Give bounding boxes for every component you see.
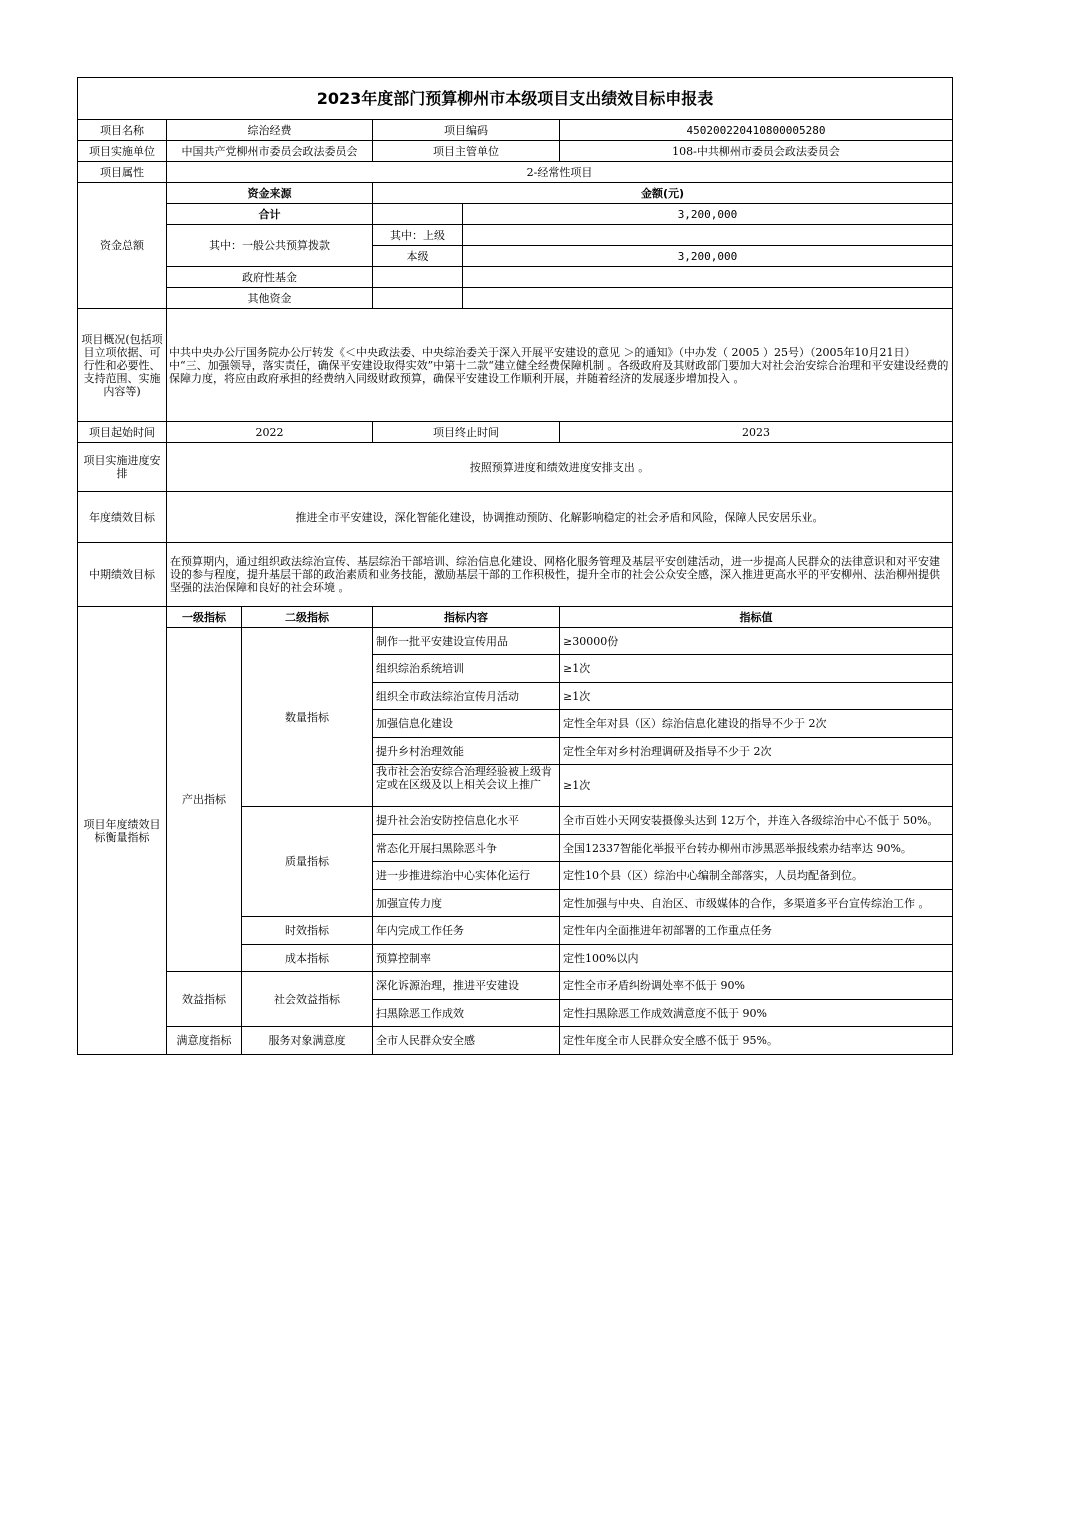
impl-unit-value: 中国共产党柳州市委员会政法委员会 [167,141,373,162]
indicator-content: 深化诉源治理，推进平安建设 [373,972,560,1000]
indicator-content: 制作一批平安建设宣传用品 [373,628,560,655]
funds-gov-blank [373,267,463,288]
indicator-content: 全市人民群众安全感 [373,1027,560,1055]
indicators-label: 项目年度绩效目标衡量指标 [78,607,167,1055]
indicator-content: 加强宣传力度 [373,890,560,917]
level2-timeliness: 时效指标 [242,917,373,945]
indicator-value: 定性全年对乡村治理调研及指导不少于 2次 [560,738,953,765]
indicator-value: 定性扫黑除恶工作成效满意度不低于 90% [560,1000,953,1027]
start-value: 2022 [167,422,373,443]
indicator-value: 定性年度全市人民群众安全感不低于 95%。 [560,1027,953,1055]
funds-other-label: 其他资金 [167,288,373,309]
funds-amount-header: 金额(元) [373,183,953,204]
indicator-value: 定性加强与中央、自治区、市级媒体的合作，多渠道多平台宣传综治工作 。 [560,890,953,917]
indicator-content: 组织综治系统培训 [373,655,560,683]
level2-quality: 质量指标 [242,807,373,917]
level1-satisfaction: 满意度指标 [167,1027,242,1055]
indicator-content: 提升社会治安防控信息化水平 [373,807,560,835]
indicator-value: ≥1次 [560,683,953,710]
annual-goal-value: 推进全市平安建设，深化智能化建设，协调推动预防、化解影响稳定的社会矛盾和风险，保障人民安居乐业。 [167,492,953,543]
funds-upper-label: 其中：上级 [373,225,463,246]
funds-gov-value [463,267,953,288]
funds-upper-value [463,225,953,246]
attribute-label: 项目属性 [78,162,167,183]
indicator-content: 进一步推进综治中心实体化运行 [373,862,560,890]
indicator-value: 定性年内全面推进年初部署的工作重点任务 [560,917,953,945]
level2-service: 服务对象满意度 [242,1027,373,1055]
header-value: 指标值 [560,607,953,628]
funds-general-label: 其中：一般公共预算拨款 [167,225,373,267]
funds-other-blank [373,288,463,309]
start-label: 项目起始时间 [78,422,167,443]
project-name-value: 综治经费 [167,120,373,141]
overview-label: 项目概况(包括项目立项依据、可行性和必要性、支持范围、实施内容等) [78,309,167,422]
indicator-value: 全国12337智能化举报平台转办柳州市涉黑恶举报线索办结率达 90%。 [560,835,953,862]
performance-target-table [77,77,953,1055]
level2-quantity: 数量指标 [242,628,373,807]
impl-unit-label: 项目实施单位 [78,141,167,162]
funds-other-value [463,288,953,309]
indicator-value: ≥1次 [560,765,953,807]
funds-label: 资金总额 [78,183,167,309]
funds-total-value: 3,200,000 [463,204,953,225]
level1-output: 产出指标 [167,628,242,972]
mid-goal-value: 在预算期内，通过组织政法综治宣传、基层综治干部培训、综治信息化建设、网格化服务管理及基层平安创建活动，进一步提高人民群众的法律意识和对平安建设的参与程度，提升基层干部的政治素质和业务技能，激励基层干部的工作积极性，提升全市的社会公众安全感，深入推进更高水平的平安柳州、法治柳州提供坚强的法治保障和良好的社会环境 。 [167,543,953,607]
indicator-value: ≥30000份 [560,628,953,655]
mid-goal-label: 中期绩效目标 [78,543,167,607]
funds-source-header: 资金来源 [167,183,373,204]
supervisor-label: 项目主管单位 [373,141,560,162]
funds-local-value: 3,200,000 [463,246,953,267]
end-value: 2023 [560,422,953,443]
overview-text: 中共中央办公厅国务院办公厅转发《＜中央政法委、中央综治委关于深入开展平安建设的意见 ＞的通知》（中办发（ 2005 ）25号）（2005年10月21日）中“三、加强领导，落实责任，确保平安建设取得实效”中第十二款“建立健全经费保障机制 。各级政府及其财政部门要加大对社会治安综合治理和平安建设经费的保障力度，将应由政府承担的经费纳入同级财政预算，确保平安建设工作顺利开展，并随着经济的发展逐步增加投入 。 [167,309,953,422]
indicator-content: 年内完成工作任务 [373,917,560,945]
indicator-content: 常态化开展扫黑除恶斗争 [373,835,560,862]
indicator-content: 组织全市政法综治宣传月活动 [373,683,560,710]
indicator-content: 我市社会治安综合治理经验被上级肯定或在区级及以上相关会议上推广 [373,765,560,807]
indicator-value: 定性全年对县（区）综治信息化建设的指导不少于 2次 [560,710,953,738]
indicator-value: 全市百姓小天网安装摄像头达到 12万个，并连入各级综治中心不低于 50%。 [560,807,953,835]
level2-cost: 成本指标 [242,945,373,972]
funds-gov-label: 政府性基金 [167,267,373,288]
funds-local-label: 本级 [373,246,463,267]
indicator-content: 预算控制率 [373,945,560,972]
end-label: 项目终止时间 [373,422,560,443]
indicator-value: ≥1次 [560,655,953,683]
page-title: 2023年度部门预算柳州市本级项目支出绩效目标申报表 [78,78,953,120]
project-code-value: 450200220410800005280 [560,120,953,141]
annual-goal-label: 年度绩效目标 [78,492,167,543]
schedule-label: 项目实施进度安排 [78,443,167,492]
level2-social: 社会效益指标 [242,972,373,1027]
project-code-label: 项目编码 [373,120,560,141]
supervisor-value: 108-中共柳州市委员会政法委员会 [560,141,953,162]
indicator-content: 提升乡村治理效能 [373,738,560,765]
funds-total-label: 合计 [167,204,373,225]
header-level2: 二级指标 [242,607,373,628]
header-level1: 一级指标 [167,607,242,628]
header-content: 指标内容 [373,607,560,628]
level1-benefit: 效益指标 [167,972,242,1027]
attribute-value: 2-经常性项目 [167,162,953,183]
funds-total-blank [373,204,463,225]
schedule-value: 按照预算进度和绩效进度安排支出 。 [167,443,953,492]
indicator-content: 加强信息化建设 [373,710,560,738]
indicator-value: 定性全市矛盾纠纷调处率不低于 90% [560,972,953,1000]
project-name-label: 项目名称 [78,120,167,141]
indicator-content: 扫黑除恶工作成效 [373,1000,560,1027]
indicator-value: 定性100%以内 [560,945,953,972]
indicator-value: 定性10个县（区）综治中心编制全部落实，人员均配备到位。 [560,862,953,890]
